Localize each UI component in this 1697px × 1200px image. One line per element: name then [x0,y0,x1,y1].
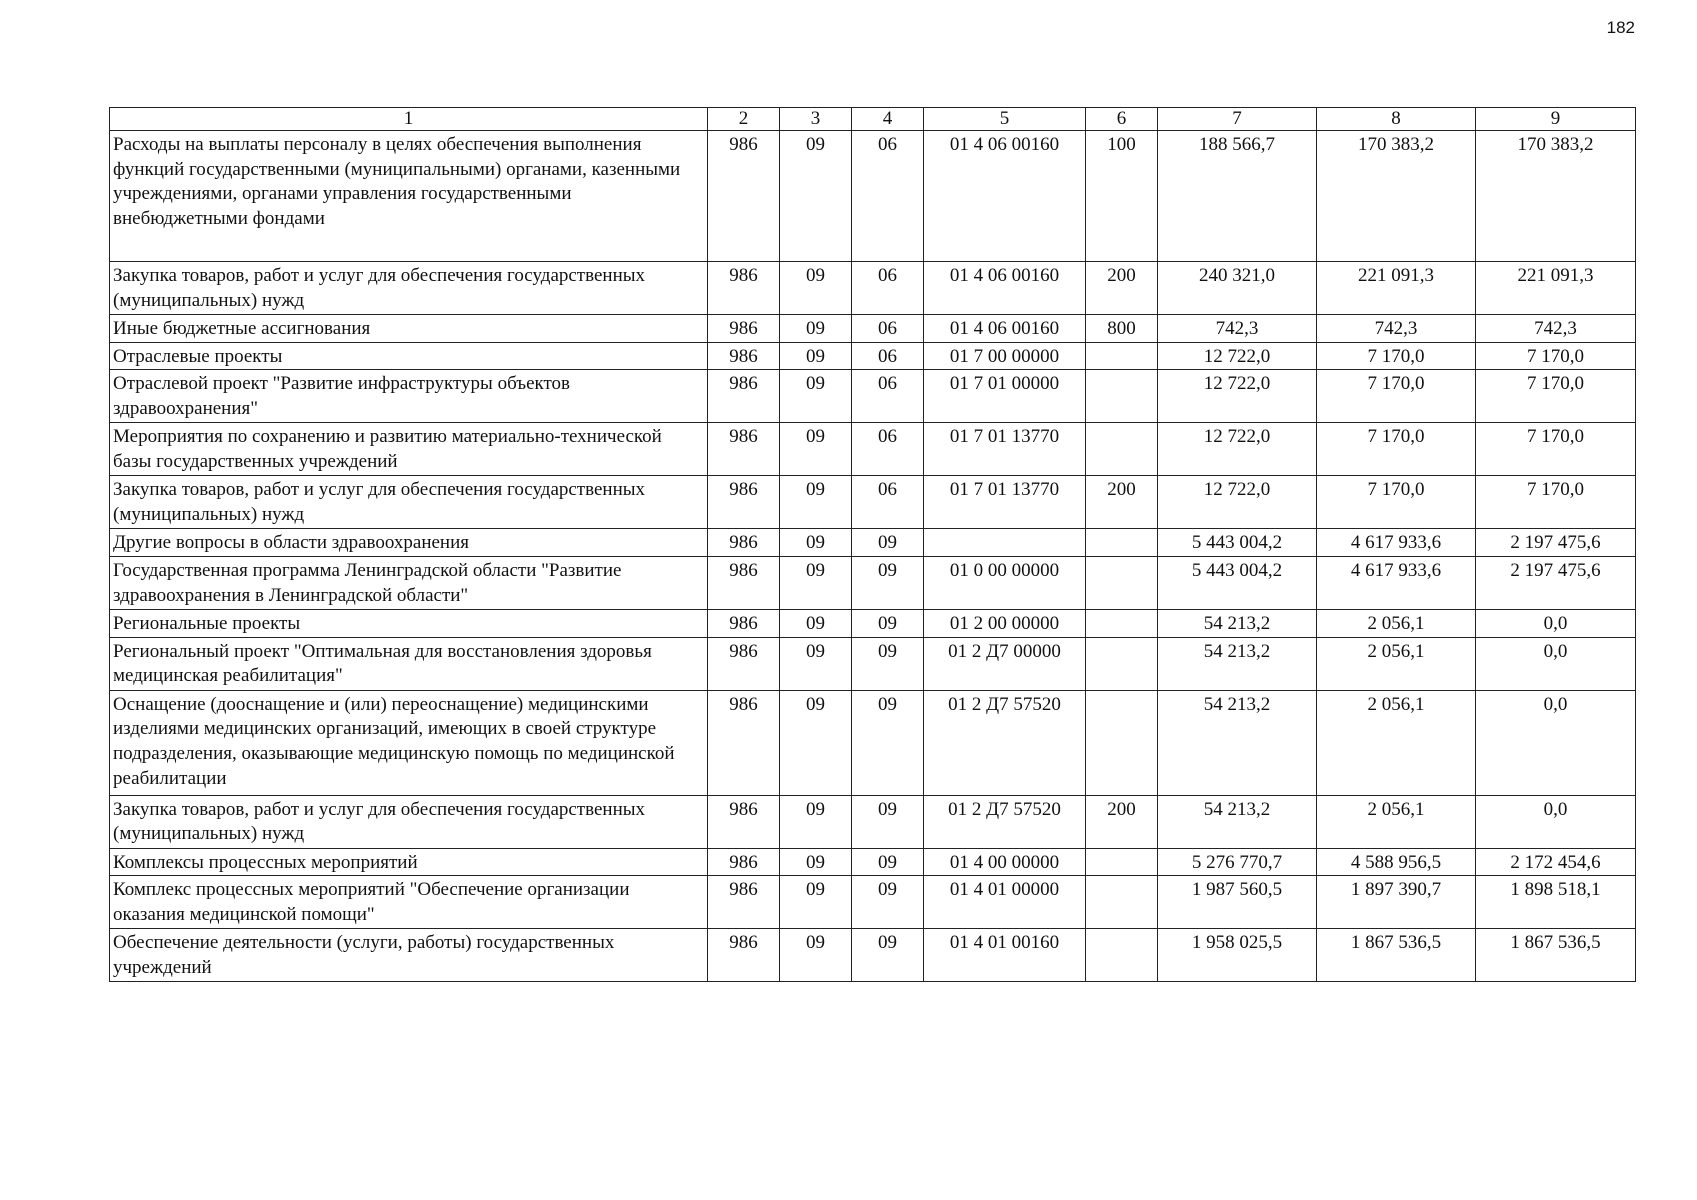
expense-type-cell: 200 [1086,262,1158,315]
amount-col9-cell: 0,0 [1476,795,1636,848]
expense-type-cell [1086,610,1158,638]
table-row [110,876,1636,929]
header-cell: 3 [780,108,852,131]
header-cell: 9 [1476,108,1636,131]
subsection-code-cell: 06 [852,370,924,423]
section-code-cell: 09 [780,529,852,557]
header-cell: 7 [1158,108,1317,131]
subsection-code-cell: 09 [852,557,924,610]
section-code-cell: 09 [780,315,852,343]
grbs-code-cell: 986 [708,131,780,262]
amount-col9-cell: 0,0 [1476,637,1636,690]
section-code-cell: 09 [780,848,852,876]
expense-type-cell [1086,557,1158,610]
table-row [110,529,1636,557]
subsection-code-cell: 06 [852,476,924,529]
amount-col7-cell: 5 443 004,2 [1158,557,1317,610]
table-row [110,476,1636,529]
expense-type-cell [1086,637,1158,690]
expense-type-cell [1086,848,1158,876]
amount-col9-cell: 1 867 536,5 [1476,929,1636,982]
item-name-cell: Обеспечение деятельности (услуги, работы) государственных учреждений [110,929,708,982]
item-name-cell: Закупка товаров, работ и услуг для обеспечения государственных (муниципальных) нужд [110,476,708,529]
expense-type-cell: 200 [1086,476,1158,529]
expense-type-cell: 800 [1086,315,1158,343]
table-row [110,637,1636,690]
expense-type-cell [1086,342,1158,370]
item-name-cell: Комплексы процессных мероприятий [110,848,708,876]
target-article-cell: 01 7 00 00000 [924,342,1086,370]
page-number: 182 [1606,18,1635,37]
expense-type-cell [1086,423,1158,476]
amount-col8-cell: 170 383,2 [1317,131,1476,262]
section-code-cell: 09 [780,876,852,929]
amount-col8-cell: 4 588 956,5 [1317,848,1476,876]
amount-col8-cell: 7 170,0 [1317,476,1476,529]
amount-col9-cell: 7 170,0 [1476,370,1636,423]
target-article-cell [924,529,1086,557]
grbs-code-cell: 986 [708,476,780,529]
amount-col9-cell: 7 170,0 [1476,423,1636,476]
subsection-code-cell: 09 [852,795,924,848]
amount-col9-cell: 7 170,0 [1476,342,1636,370]
item-name-cell: Закупка товаров, работ и услуг для обеспечения государственных (муниципальных) нужд [110,262,708,315]
expense-type-cell [1086,690,1158,795]
target-article-cell: 01 2 Д7 57520 [924,690,1086,795]
amount-col7-cell: 54 213,2 [1158,795,1317,848]
amount-col8-cell: 2 056,1 [1317,795,1476,848]
target-article-cell: 01 7 01 13770 [924,476,1086,529]
table-body [110,131,1636,982]
section-code-cell: 09 [780,637,852,690]
budget-table [109,107,1636,982]
table-row [110,342,1636,370]
table-row [110,929,1636,982]
table-row [110,262,1636,315]
amount-col8-cell: 4 617 933,6 [1317,557,1476,610]
item-name-cell: Отраслевые проекты [110,342,708,370]
target-article-cell: 01 4 06 00160 [924,131,1086,262]
expense-type-cell: 200 [1086,795,1158,848]
amount-col8-cell: 221 091,3 [1317,262,1476,315]
amount-col7-cell: 5 443 004,2 [1158,529,1317,557]
subsection-code-cell: 09 [852,929,924,982]
header-cell: 4 [852,108,924,131]
item-name-cell: Отраслевой проект "Развитие инфраструктуры объектов здравоохранения" [110,370,708,423]
item-name-cell: Иные бюджетные ассигнования [110,315,708,343]
item-name-cell: Государственная программа Ленинградской области "Развитие здравоохранения в Ленинградской области" [110,557,708,610]
grbs-code-cell: 986 [708,929,780,982]
expense-type-cell [1086,876,1158,929]
subsection-code-cell: 09 [852,637,924,690]
amount-col7-cell: 12 722,0 [1158,423,1317,476]
item-name-cell: Региональные проекты [110,610,708,638]
subsection-code-cell: 09 [852,529,924,557]
target-article-cell: 01 4 00 00000 [924,848,1086,876]
grbs-code-cell: 986 [708,848,780,876]
amount-col8-cell: 1 897 390,7 [1317,876,1476,929]
subsection-code-cell: 06 [852,315,924,343]
header-cell: 1 [110,108,708,131]
section-code-cell: 09 [780,795,852,848]
amount-col9-cell: 221 091,3 [1476,262,1636,315]
header-cell: 5 [924,108,1086,131]
grbs-code-cell: 986 [708,690,780,795]
target-article-cell: 01 2 Д7 57520 [924,795,1086,848]
section-code-cell: 09 [780,929,852,982]
subsection-code-cell: 06 [852,262,924,315]
amount-col7-cell: 1 987 560,5 [1158,876,1317,929]
section-code-cell: 09 [780,557,852,610]
header-cell: 8 [1317,108,1476,131]
grbs-code-cell: 986 [708,370,780,423]
table-row [110,848,1636,876]
amount-col9-cell: 2 197 475,6 [1476,557,1636,610]
amount-col8-cell: 7 170,0 [1317,423,1476,476]
amount-col8-cell: 4 617 933,6 [1317,529,1476,557]
amount-col7-cell: 12 722,0 [1158,370,1317,423]
grbs-code-cell: 986 [708,262,780,315]
grbs-code-cell: 986 [708,423,780,476]
subsection-code-cell: 06 [852,342,924,370]
table-row [110,610,1636,638]
amount-col7-cell: 5 276 770,7 [1158,848,1317,876]
section-code-cell: 09 [780,476,852,529]
item-name-cell: Закупка товаров, работ и услуг для обеспечения государственных (муниципальных) нужд [110,795,708,848]
amount-col8-cell: 742,3 [1317,315,1476,343]
grbs-code-cell: 986 [708,529,780,557]
amount-col8-cell: 1 867 536,5 [1317,929,1476,982]
amount-col9-cell: 2 197 475,6 [1476,529,1636,557]
table-row [110,131,1636,262]
target-article-cell: 01 4 06 00160 [924,315,1086,343]
expense-type-cell: 100 [1086,131,1158,262]
grbs-code-cell: 986 [708,637,780,690]
amount-col7-cell: 240 321,0 [1158,262,1317,315]
grbs-code-cell: 986 [708,342,780,370]
header-cell: 2 [708,108,780,131]
amount-col8-cell: 7 170,0 [1317,342,1476,370]
amount-col7-cell: 54 213,2 [1158,637,1317,690]
amount-col9-cell: 1 898 518,1 [1476,876,1636,929]
amount-col7-cell: 12 722,0 [1158,342,1317,370]
item-name-cell: Мероприятия по сохранению и развитию материально-технической базы государственных учреждений [110,423,708,476]
section-code-cell: 09 [780,690,852,795]
target-article-cell: 01 2 00 00000 [924,610,1086,638]
header-cell: 6 [1086,108,1158,131]
expense-type-cell [1086,929,1158,982]
amount-col8-cell: 2 056,1 [1317,610,1476,638]
amount-col7-cell: 54 213,2 [1158,610,1317,638]
amount-col7-cell: 54 213,2 [1158,690,1317,795]
target-article-cell: 01 4 01 00000 [924,876,1086,929]
item-name-cell: Комплекс процессных мероприятий "Обеспечение организации оказания медицинской помощи" [110,876,708,929]
target-article-cell: 01 4 01 00160 [924,929,1086,982]
item-name-cell: Другие вопросы в области здравоохранения [110,529,708,557]
item-name-cell: Региональный проект "Оптимальная для восстановления здоровья медицинская реабилитация" [110,637,708,690]
table-row [110,795,1636,848]
item-name-cell: Расходы на выплаты персоналу в целях обеспечения выполнения функций государственными (муниципальными) органами, казенными учреждениями, органами управления государственными внебюджетными фондами [110,131,708,262]
subsection-code-cell: 09 [852,610,924,638]
amount-col8-cell: 7 170,0 [1317,370,1476,423]
amount-col7-cell: 1 958 025,5 [1158,929,1317,982]
amount-col7-cell: 12 722,0 [1158,476,1317,529]
amount-col9-cell: 0,0 [1476,610,1636,638]
section-code-cell: 09 [780,423,852,476]
target-article-cell: 01 0 00 00000 [924,557,1086,610]
header-row [110,108,1636,131]
subsection-code-cell: 06 [852,423,924,476]
amount-col7-cell: 188 566,7 [1158,131,1317,262]
grbs-code-cell: 986 [708,315,780,343]
table-row [110,690,1636,795]
grbs-code-cell: 986 [708,610,780,638]
expense-type-cell [1086,529,1158,557]
amount-col9-cell: 7 170,0 [1476,476,1636,529]
subsection-code-cell: 09 [852,690,924,795]
target-article-cell: 01 2 Д7 00000 [924,637,1086,690]
item-name-cell: Оснащение (дооснащение и (или) переоснащение) медицинскими изделиями медицинских организаций, имеющих в своей структуре подразделения, оказывающие медицинскую помощь по медицинской реабилитации [110,690,708,795]
table-row [110,315,1636,343]
amount-col7-cell: 742,3 [1158,315,1317,343]
subsection-code-cell: 06 [852,131,924,262]
section-code-cell: 09 [780,131,852,262]
target-article-cell: 01 4 06 00160 [924,262,1086,315]
grbs-code-cell: 986 [708,876,780,929]
amount-col9-cell: 170 383,2 [1476,131,1636,262]
section-code-cell: 09 [780,342,852,370]
section-code-cell: 09 [780,610,852,638]
amount-col9-cell: 2 172 454,6 [1476,848,1636,876]
table-row [110,423,1636,476]
table-row [110,370,1636,423]
grbs-code-cell: 986 [708,557,780,610]
table-row [110,557,1636,610]
amount-col9-cell: 742,3 [1476,315,1636,343]
amount-col9-cell: 0,0 [1476,690,1636,795]
section-code-cell: 09 [780,262,852,315]
target-article-cell: 01 7 01 00000 [924,370,1086,423]
amount-col8-cell: 2 056,1 [1317,690,1476,795]
target-article-cell: 01 7 01 13770 [924,423,1086,476]
amount-col8-cell: 2 056,1 [1317,637,1476,690]
grbs-code-cell: 986 [708,795,780,848]
subsection-code-cell: 09 [852,848,924,876]
expense-type-cell [1086,370,1158,423]
subsection-code-cell: 09 [852,876,924,929]
section-code-cell: 09 [780,370,852,423]
